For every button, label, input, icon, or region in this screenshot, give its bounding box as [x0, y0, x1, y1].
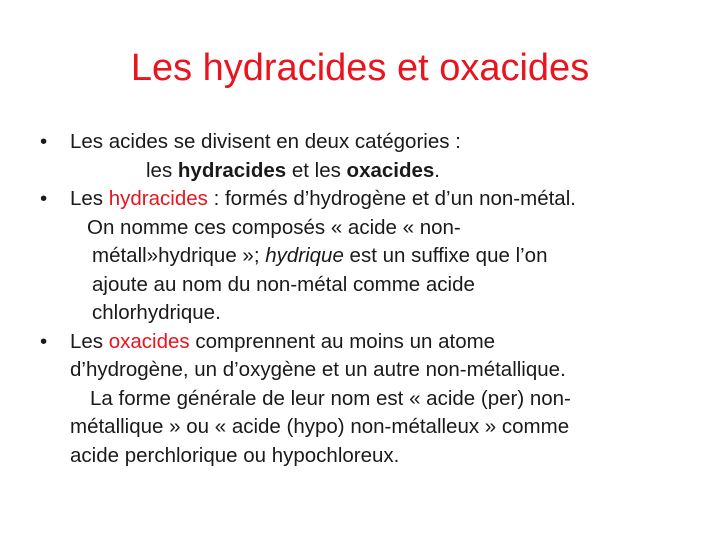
- term-oxacides-highlight: oxacides: [108, 329, 190, 353]
- bullet-1-line-2: les hydracides et les oxacides.: [146, 158, 440, 182]
- bullet-3-line-5: acide perchlorique ou hypochloreux.: [70, 443, 400, 467]
- term-hydracides: hydracides: [177, 158, 287, 182]
- term-oxacides: oxacides: [346, 158, 435, 182]
- bullet-icon: •: [40, 187, 48, 210]
- slide-content: [40, 128, 700, 470]
- bullet-3-line-1: • Les oxacides comprennent au moins un atome: [40, 328, 700, 357]
- slide-title: Les hydracides et oxacides: [130, 47, 590, 89]
- bullet-2-line-3: métall»hydrique »; hydrique est un suffixe que l’on: [92, 244, 548, 267]
- term-hydracides-highlight: hydracides: [108, 187, 208, 210]
- bullet-3-line-2: d’hydrogène, un d’oxygène et un autre non-métallique.: [70, 358, 566, 381]
- term-hydrique: hydrique: [265, 244, 344, 267]
- bullet-item-hydracides: [40, 185, 700, 328]
- bullet-2-line-1: • Les hydracides : formés d’hydrogène et d’un non-métal.: [40, 185, 700, 214]
- bullet-2-line-2: On nomme ces composés « acide « non-: [87, 215, 461, 239]
- bullet-2-line-4: ajoute au nom du non-métal comme acide: [92, 272, 475, 296]
- bullet-2-line-5: chlorhydrique.: [92, 301, 221, 324]
- bullet-item-categories: [40, 128, 700, 185]
- bullet-icon: •: [40, 329, 48, 353]
- bullet-3-line-3: La forme générale de leur nom est « acide (per) non-: [90, 386, 571, 410]
- bullet-3-line-4: métallique » ou « acide (hypo) non-métalleux » comme: [70, 415, 570, 438]
- bullet-1-line-1: • Les acides se divisent en deux catégories :: [40, 128, 700, 157]
- bullet-icon: •: [40, 130, 48, 153]
- bullet-item-oxacides: [40, 328, 700, 471]
